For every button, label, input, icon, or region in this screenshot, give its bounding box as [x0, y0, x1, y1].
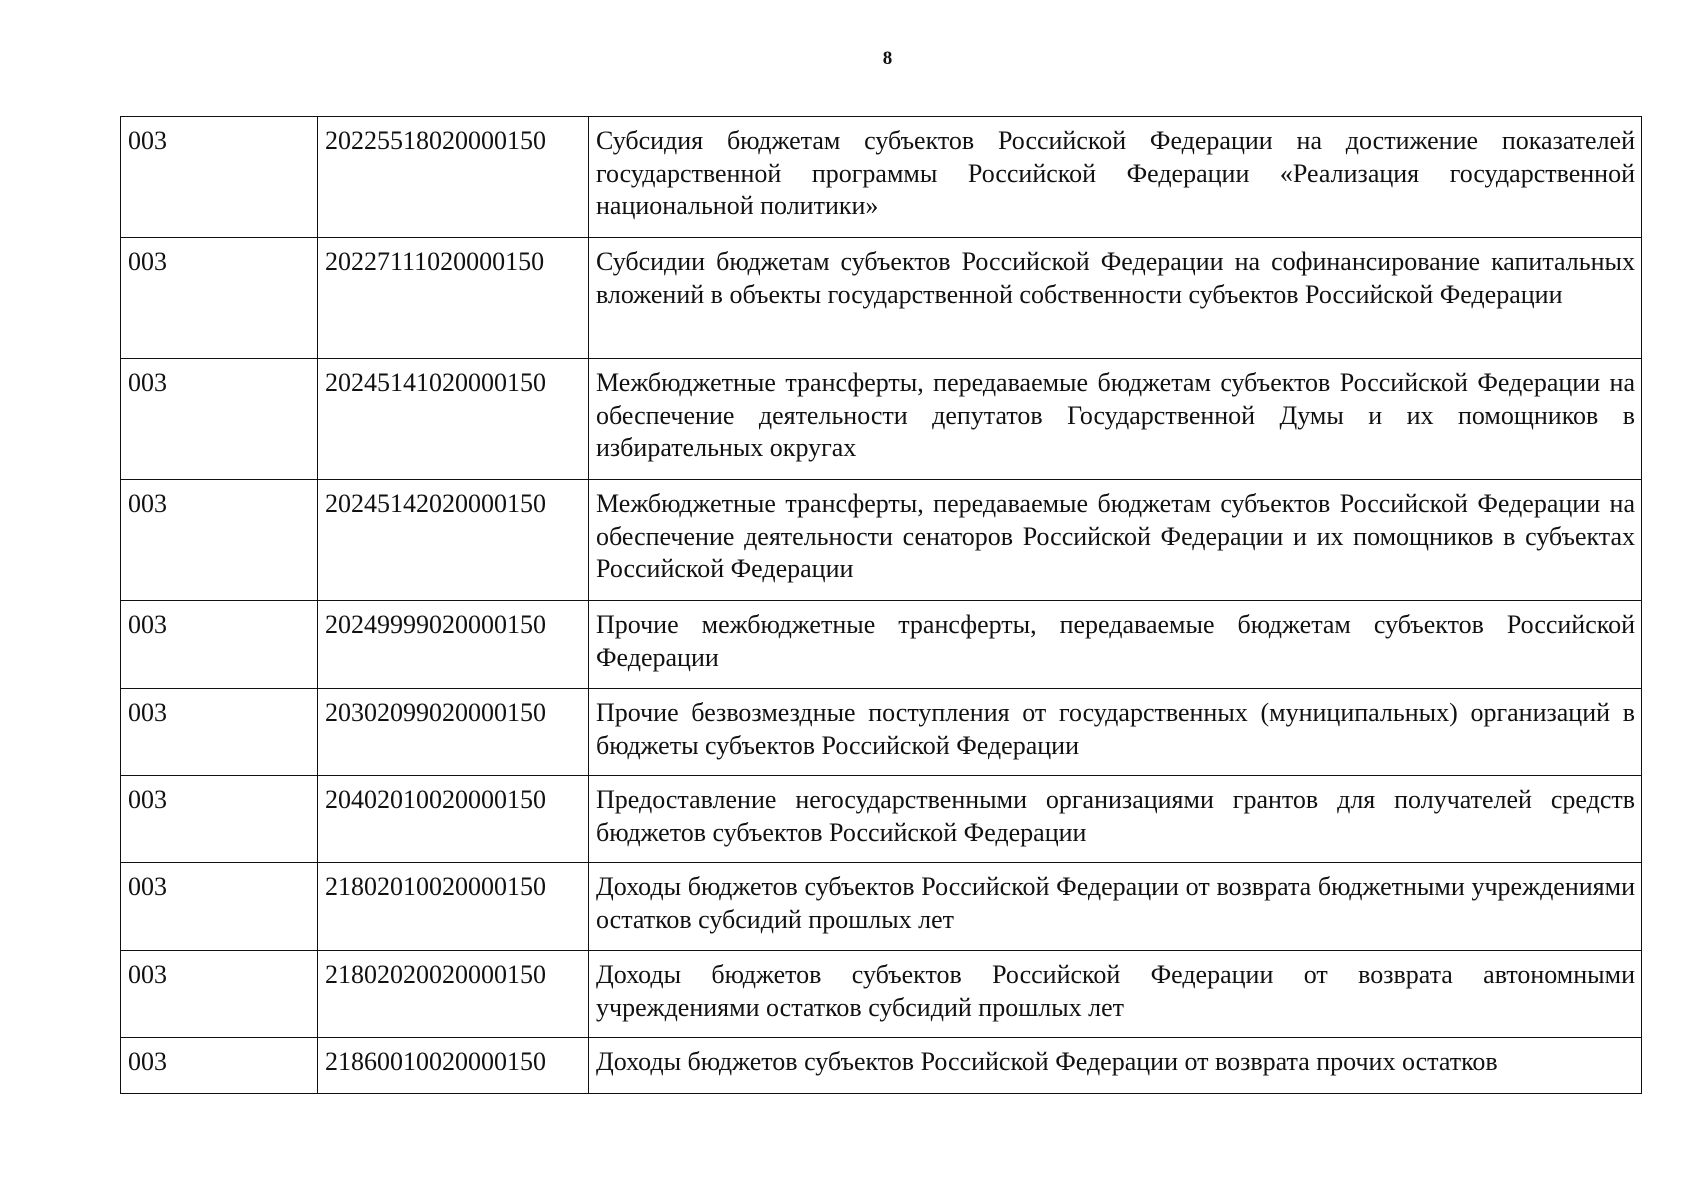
table-row — [121, 863, 1642, 951]
table-row — [121, 689, 1642, 776]
revenue-name-cell: Межбюджетные трансферты, передаваемые бюджетам субъектов Российской Федерации на обеспечение деятельности сенаторов Российской Федерации и их помощников в субъектах Российской Федерации — [589, 480, 1642, 601]
admin-code-cell: 003 — [121, 480, 318, 601]
table-row — [121, 1038, 1642, 1094]
table-row — [121, 359, 1642, 480]
admin-code-cell: 003 — [121, 863, 318, 951]
revenue-code-cell: 20302099020000150 — [318, 689, 589, 776]
admin-code-cell: 003 — [121, 951, 318, 1038]
revenue-code-cell: 20249999020000150 — [318, 601, 589, 689]
revenue-name-cell: Субсидия бюджетам субъектов Российской Федерации на достижение показателей государственной программы Российской Федерации «Реализация государственной национальной политики» — [589, 117, 1642, 238]
revenue-code-cell: 20402010020000150 — [318, 776, 589, 863]
revenue-code-cell: 21802010020000150 — [318, 863, 589, 951]
revenue-code-cell: 20227111020000150 — [318, 238, 589, 359]
admin-code-cell: 003 — [121, 601, 318, 689]
admin-code-cell: 003 — [121, 776, 318, 863]
budget-codes-table — [120, 116, 1642, 1094]
table-row — [121, 480, 1642, 601]
table-row — [121, 601, 1642, 689]
table-row — [121, 117, 1642, 238]
revenue-name-cell: Доходы бюджетов субъектов Российской Федерации от возврата бюджетными учреждениями остатков субсидий прошлых лет — [589, 863, 1642, 951]
revenue-name-cell: Субсидии бюджетам субъектов Российской Федерации на софинансирование капитальных вложений в объекты государственной собственности субъектов Российской Федерации — [589, 238, 1642, 359]
revenue-code-cell: 21860010020000150 — [318, 1038, 589, 1094]
table-body — [121, 117, 1642, 1094]
revenue-name-cell: Межбюджетные трансферты, передаваемые бюджетам субъектов Российской Федерации на обеспечение деятельности депутатов Государственной Думы и их помощников в избирательных округах — [589, 359, 1642, 480]
revenue-code-cell: 20245141020000150 — [318, 359, 589, 480]
revenue-name-cell: Прочие межбюджетные трансферты, передаваемые бюджетам субъектов Российской Федерации — [589, 601, 1642, 689]
page-number: 8 — [882, 48, 893, 69]
revenue-code-cell: 20245142020000150 — [318, 480, 589, 601]
admin-code-cell: 003 — [121, 359, 318, 480]
revenue-name-cell: Предоставление негосударственными организациями грантов для получателей средств бюджетов субъектов Российской Федерации — [589, 776, 1642, 863]
revenue-code-cell: 20225518020000150 — [318, 117, 589, 238]
admin-code-cell: 003 — [121, 238, 318, 359]
admin-code-cell: 003 — [121, 117, 318, 238]
table-row — [121, 776, 1642, 863]
table-row — [121, 951, 1642, 1038]
table-row — [121, 238, 1642, 359]
admin-code-cell: 003 — [121, 1038, 318, 1094]
revenue-code-cell: 21802020020000150 — [318, 951, 589, 1038]
admin-code-cell: 003 — [121, 689, 318, 776]
revenue-name-cell: Доходы бюджетов субъектов Российской Федерации от возврата прочих остатков — [589, 1038, 1642, 1094]
revenue-name-cell: Прочие безвозмездные поступления от государственных (муниципальных) организаций в бюджеты субъектов Российской Федерации — [589, 689, 1642, 776]
revenue-name-cell: Доходы бюджетов субъектов Российской Федерации от возврата автономными учреждениями остатков субсидий прошлых лет — [589, 951, 1642, 1038]
